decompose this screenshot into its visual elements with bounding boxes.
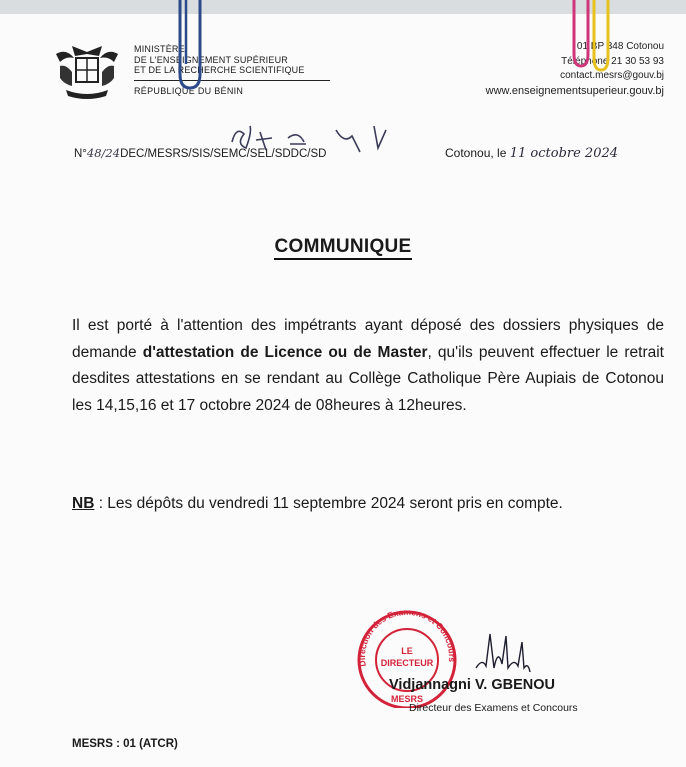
handwritten-date: 11 octobre 2024 xyxy=(509,146,619,161)
reference-handwritten-number: 48/24 xyxy=(86,146,121,160)
contact-phone: Téléphone 21 30 53 93 xyxy=(561,55,664,67)
note-label: NB xyxy=(72,495,95,512)
reference-prefix: N° xyxy=(74,148,87,160)
signatory-name: Vidjannagni V. GBENOU xyxy=(389,677,555,693)
document-title xyxy=(0,236,686,258)
stamp-center-main: DIRECTEUR xyxy=(380,658,434,668)
ministry-line-3: ET DE LA RECHERCHE SCIENTIFIQUE xyxy=(134,65,305,75)
yellow-paperclip-icon xyxy=(590,0,612,78)
ministry-line-2: DE L'ENSEIGNEMENT SUPÉRIEUR xyxy=(134,54,288,65)
note-text: : Les dépôts du vendredi 11 septembre 2024 seront pris en compte. xyxy=(94,495,563,512)
place-and-date xyxy=(445,146,618,161)
reference-code: DEC/MESRS/SIS/SEMC/SEL/SDDC/SD xyxy=(120,148,327,160)
blue-paperclip-icon xyxy=(174,0,204,94)
communique-body xyxy=(72,313,664,419)
ministry-line-1: MINISTÈRE xyxy=(134,44,185,54)
pink-paperclip-icon xyxy=(570,0,592,74)
place: Cotonou, le xyxy=(445,146,507,160)
note xyxy=(72,495,563,513)
stamp-bottom-text: MESRS xyxy=(390,694,424,704)
footer-code: MESRS : 01 (ATCR) xyxy=(72,738,178,750)
body-bold-phrase: d'attestation de Licence ou de Master xyxy=(142,343,428,361)
body-part-1: Il est porté à l'attention des impétrants ayant déposé des dossiers physiques de demande xyxy=(72,317,664,361)
contact-address: 01 BP 348 Cotonou xyxy=(576,41,664,52)
ministry-name xyxy=(134,44,305,76)
stamp-ring-text: Direction des Examens et Concours xyxy=(356,606,458,668)
title-text: COMMUNIQUE xyxy=(274,236,411,260)
header-divider xyxy=(134,80,330,81)
handwritten-signature-icon xyxy=(472,628,532,680)
signatory-title: Directeur des Examens et Concours xyxy=(409,702,578,714)
contact-website: www.enseignementsuperieur.gouv.bj xyxy=(485,84,664,97)
stamp-center-top: LE xyxy=(401,646,413,656)
republic-name: RÉPUBLIQUE DU BÉNIN xyxy=(134,86,244,96)
body-part-2: , qu'ils peuvent effectuer le retrait desdites attestations en se rendant au Collège Catholique Père Aupiais de Cotonou les 14,15,16 et 17 octobre 2024 de 08heures à 12heures. xyxy=(72,343,664,414)
handwritten-initials-icon xyxy=(226,122,396,156)
contact-email: contact.mesrs@gouv.bj xyxy=(560,70,664,81)
coat-of-arms-icon xyxy=(52,42,122,104)
